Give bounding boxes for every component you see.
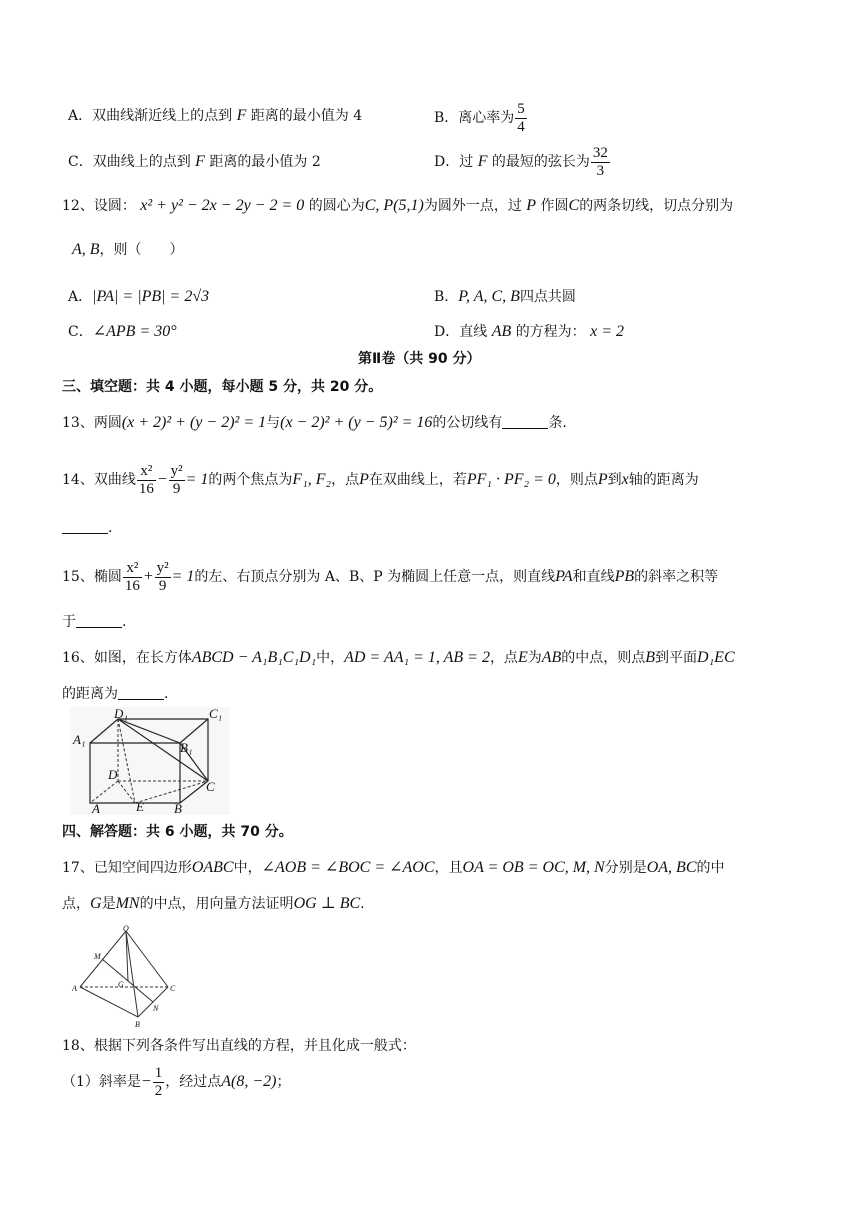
q17-stem: 17、已知空间四边形OABC中，∠AOB = ∠BOC = ∠AOC，且OA = OB = OC, M, N分别是OA, BC的中 bbox=[62, 859, 725, 876]
fraction: $\frac{32}{3}$ bbox=[592, 144, 608, 179]
section4-title: 四、解答题：共 6 小题，共 70 分。 bbox=[62, 824, 293, 840]
q18-stem: 18、根据下列各条件写出直线的方程，并且化成一般式： bbox=[62, 1038, 416, 1054]
label-o: O bbox=[123, 925, 129, 933]
q11-option-c: C．双曲线上的点到 F 距离的最小值为 2 bbox=[68, 153, 321, 170]
part2-title: 第Ⅱ卷（共 90 分） bbox=[358, 351, 481, 367]
fraction: $\frac{1}{2}$ bbox=[154, 1064, 163, 1099]
label-c: C bbox=[170, 984, 176, 993]
label-d: D bbox=[108, 767, 118, 782]
q11-option-d: D．过 F 的最短的弦长为 $\frac{32}{3}$ bbox=[434, 144, 608, 179]
q14-stem: 14、双曲线 $\frac{\text{x²}}{16}$ − $\frac{\text{y²}}{9}$ = 1的两个焦点为F₁, F₂，点P在双曲线上，若PF₁ · PF₂ = 0，则点P到x轴的距离为 bbox=[62, 462, 699, 497]
q18-part1: （1）斜率是− $\frac{1}{2}$ ，经过点A(8, −2)； bbox=[62, 1064, 291, 1099]
q17-line2: 点，G是MN的中点，用向量方法证明OG ⊥ BC. bbox=[62, 895, 365, 912]
label-g: G bbox=[118, 980, 124, 989]
label-d1: D₁ bbox=[114, 707, 128, 721]
answer-blank bbox=[62, 519, 108, 534]
label-c: C bbox=[206, 779, 215, 794]
label-a1: A₁ bbox=[73, 732, 86, 747]
tetrahedron-figure bbox=[70, 925, 182, 1029]
answer-blank bbox=[76, 613, 122, 628]
q12-stem-line2: A, B，则（ ） bbox=[72, 241, 184, 258]
q12-option-d: D．直线 AB 的方程为： x = 2 bbox=[434, 323, 625, 340]
label-b1: B₁ bbox=[180, 740, 193, 755]
q15-line2: 于 . bbox=[62, 614, 127, 630]
label-m: M bbox=[94, 952, 101, 961]
label-a: A bbox=[72, 984, 77, 993]
fraction: $\frac{\text{y²}}{9}$ bbox=[156, 559, 169, 594]
label-b: B bbox=[135, 1020, 140, 1029]
q13-stem: 13、两圆(x + 2)² + (y − 2)² = 1与(x − 2)² + (y − 5)² = 16的公切线有 条. bbox=[62, 414, 567, 431]
q12-stem: 12、设圆： x² + y² − 2x − 2y − 2 = 0 的圆心为C, P(5,1)为圆外一点，过 P 作圆C的两条切线，切点分别为 bbox=[62, 197, 734, 214]
label-e: E bbox=[136, 799, 144, 814]
fraction: $\frac{\text{x²}}{16}$ bbox=[138, 462, 154, 497]
cuboid-figure bbox=[70, 707, 230, 815]
q14-line2: . bbox=[62, 518, 112, 538]
q12-option-c: C．∠APB = 30° bbox=[68, 323, 177, 340]
q11-option-b: B．离心率为 $\frac{5}{4}$ bbox=[434, 100, 525, 135]
fraction: $\frac{\text{x²}}{16}$ bbox=[124, 559, 140, 594]
label-c1: C₁ bbox=[209, 707, 223, 721]
fraction: $\frac{5}{4}$ bbox=[517, 100, 525, 135]
q15-stem: 15、椭圆 $\frac{\text{x²}}{16}$ + $\frac{\text{y²}}{9}$ = 1的左、右顶点分别为 A、B、P 为椭圆上任意一点，则直线PA和直线PB的斜率之积等 bbox=[62, 559, 719, 594]
fraction: $\frac{\text{y²}}{9}$ bbox=[170, 462, 183, 497]
answer-blank bbox=[502, 414, 548, 429]
q12-option-a: A．|PA| = |PB| = 2√3 bbox=[68, 288, 210, 305]
q12-option-b: B．P, A, C, B四点共圆 bbox=[434, 288, 576, 305]
q16-line2: 的距离为 . bbox=[62, 686, 169, 702]
label-a: A bbox=[92, 801, 100, 815]
q11-option-a: A．双曲线渐近线上的点到 F 距离的最小值为 4 bbox=[68, 107, 363, 124]
q16-stem: 16、如图，在长方体ABCD − A₁B₁C₁D₁中，AD = AA₁ = 1, AB = 2，点E为AB的中点，则点B到平面D₁EC bbox=[62, 649, 735, 666]
answer-blank bbox=[118, 685, 164, 700]
label-n: N bbox=[153, 1004, 159, 1013]
section3-title: 三、填空题：共 4 小题，每小题 5 分，共 20 分。 bbox=[62, 379, 383, 395]
label-b: B bbox=[174, 801, 182, 815]
